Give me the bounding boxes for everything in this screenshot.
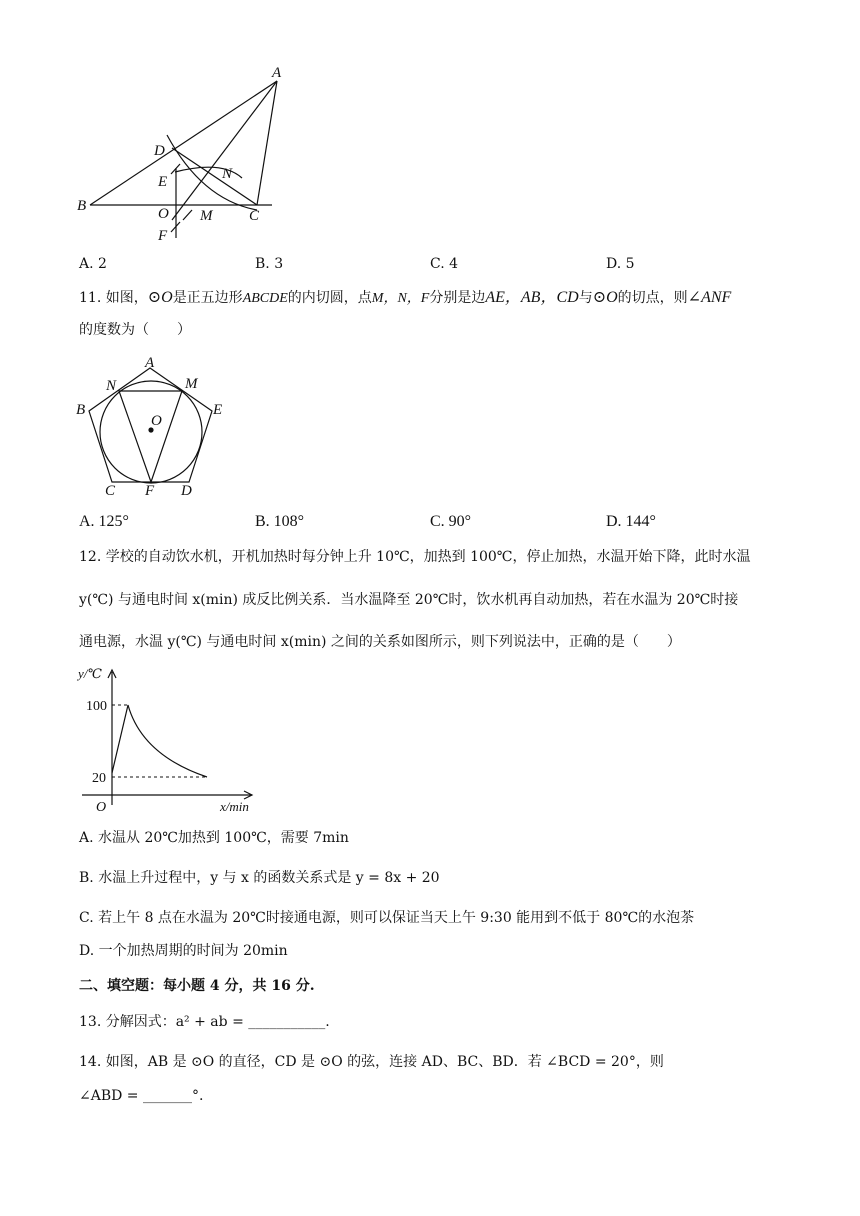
q11-stem-line1: 11. 如图，⊙O是正五边形ABCDE的内切圆，点M，N，F分别是边AE，AB，CD与⊙O的切点，则∠ANF: [79, 289, 732, 306]
q12-option-c: C. 若上午 8 点在水温为 20℃时接通电源，则可以保证当天上午 9:30 能用到不低于 80℃的水泡茶: [79, 910, 695, 926]
q10-option-b: B. 3: [255, 256, 284, 272]
q10-label-o: O: [158, 206, 169, 222]
q12-option-d: D. 一个加热周期的时间为 20min: [79, 943, 288, 959]
q11-figure: [72, 350, 232, 500]
q11-option-b: B. 108°: [255, 513, 305, 530]
q11-label-m: M: [185, 376, 198, 392]
q11-label-o: O: [151, 413, 162, 429]
q12-stem-line1: 12. 学校的自动饮水机，开机加热时每分钟上升 10℃，加热到 100℃，停止加热，水温开始下降，此时水温: [79, 549, 751, 565]
q14-line2: ∠ABD = _______°.: [79, 1088, 204, 1104]
q12-origin: O: [96, 800, 107, 815]
q10-segment-ac: [257, 81, 277, 205]
q11-label-a: A: [145, 355, 155, 371]
q11-label-f: F: [145, 483, 155, 499]
q12-tick-20: 20: [92, 771, 106, 786]
q12-x-label: x/min: [220, 799, 249, 814]
q11-label-b: B: [76, 402, 86, 418]
q11-triangle-nmf: [119, 391, 182, 482]
q10-option-d: D. 5: [606, 256, 635, 272]
q10-label-f: F: [158, 228, 168, 244]
q11-label-e: E: [213, 402, 223, 418]
q12-option-a: A. 水温从 20℃加热到 100℃，需要 7min: [79, 830, 349, 846]
q10-segment-am: [172, 81, 277, 220]
q12-tick-100: 100: [86, 699, 107, 714]
q10-label-e: E: [158, 174, 168, 190]
q12-curve: [112, 705, 207, 777]
q10-segment-ab: [90, 81, 277, 205]
q10-label-n: N: [222, 166, 233, 182]
q10-label-m: M: [200, 208, 213, 224]
q10-label-a: A: [272, 65, 282, 81]
q10-label-c: C: [249, 208, 260, 224]
q10-option-c: C. 4: [430, 256, 459, 272]
q10-segment-dc: [172, 148, 257, 205]
q11-stem-line2: 的度数为（ ）: [79, 322, 191, 338]
q11-option-c: C. 90°: [430, 513, 472, 530]
q10-option-a: A. 2: [79, 256, 107, 272]
q13-text: 13. 分解因式：a² + ab = ___________.: [79, 1014, 330, 1030]
q14-line1: 14. 如图，AB 是 ⊙O 的直径，CD 是 ⊙O 的弦，连接 AD、BC、BD．若 ∠BCD = 20°，则: [79, 1054, 664, 1070]
section-2-heading: 二、填空题：每小题 4 分，共 16 分.: [79, 978, 315, 994]
q12-y-label: y/℃: [78, 666, 102, 681]
q10-label-b: B: [77, 198, 87, 214]
q12-option-b: B. 水温上升过程中，y 与 x 的函数关系式是 y = 8x + 20: [79, 870, 440, 886]
q12-graph: [72, 660, 272, 820]
q10-figure: [72, 60, 292, 245]
q12-stem-line2: y(℃) 与通电时间 x(min) 成反比例关系．当水温降至 20℃时，饮水机再自动加热，若在水温为 20℃时接: [79, 592, 739, 608]
q11-option-a: A. 125°: [79, 513, 129, 530]
q11-label-d: D: [181, 483, 192, 499]
q11-option-d: D. 144°: [606, 513, 656, 530]
q11-label-c: C: [105, 483, 116, 499]
q12-stem-line3: 通电源，水温 y(℃) 与通电时间 x(min) 之间的关系如图所示，则下列说法中，正确的是（ ）: [79, 634, 681, 650]
q10-label-d: D: [154, 143, 165, 159]
q10-arc-1: [167, 135, 257, 210]
q11-label-n: N: [106, 378, 117, 394]
